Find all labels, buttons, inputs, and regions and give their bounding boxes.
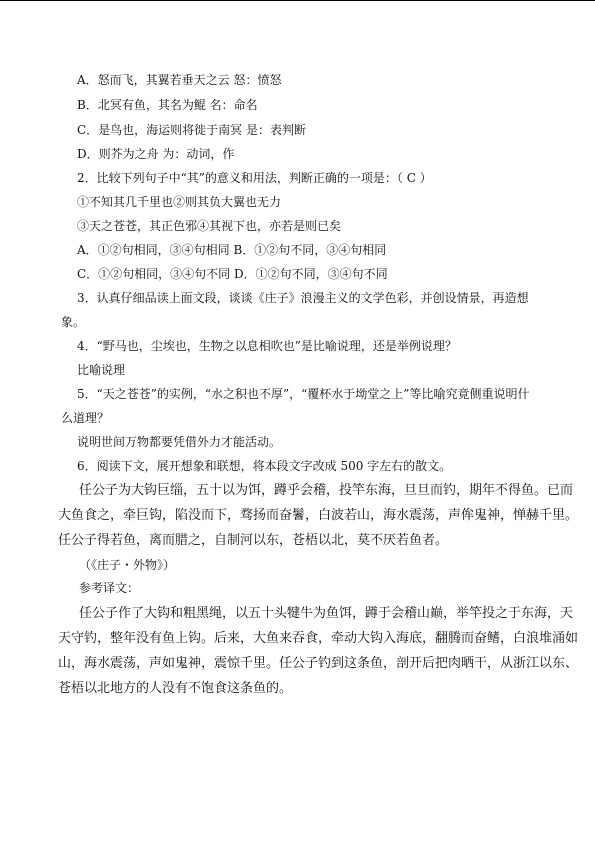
option-c-line: C．是鸟也，海运则将徙于南冥 是：表判断: [77, 123, 306, 137]
translation-line-1: 任公子作了大钩和粗黑绳，以五十头犍牛为鱼饵，蹲于会稽山巅，举竿投之于东海，天: [79, 606, 574, 621]
sentence-pair-1: ①不知其几千里也②则其负大翼也无力: [77, 195, 282, 209]
question-5-continuation: 么道理？: [61, 411, 110, 425]
reference-translation-label: 参考译文：: [79, 581, 140, 595]
translation-line-3: 山，海水震荡，声如鬼神，震惊千里。任公子钓到这条鱼，剖开后把肉晒干，从浙江以东、: [58, 656, 579, 671]
source-text-line-2: 大鱼食之，牵巨钩，陷没而下，骛扬而奋鬐，白波若山，海水震荡，声侔鬼神，惮赫千里。: [58, 508, 579, 523]
sentence-pair-2: ③天之苍苍，其正色邪④其视下也，亦若是则已矣: [77, 219, 342, 233]
question-4-line: 4．“野马也，尘埃也，生物之以息相吹也”是比喻说理，还是举例说理？: [77, 339, 457, 353]
source-text-line-1: 任公子为大钩巨缁，五十以为饵，蹲乎会稽，投竿东海，旦旦而钓，期年不得鱼。已而: [79, 483, 574, 498]
question-2-line: 2．比较下列句子中“其”的意义和用法，判断正确的一项是：（ C ）: [77, 171, 432, 185]
question-5-line: 5．“天之苍苍”的实例，“水之积也不厚”，“覆杯水于坳堂之上”等比喻究竟侧重说明什: [77, 387, 530, 401]
question-3-line: 3．认真仔细品读上面文段，谈谈《庄子》浪漫主义的文学色彩，并创设情景，再造想: [77, 291, 529, 305]
q2-option-ab-line: A．①②句相同，③④句相同 B．①②句不同，③④句相同: [77, 243, 387, 257]
question-6-line: 6．阅读下文，展开想象和联想，将本段文字改成 500 字左右的散文。: [77, 459, 452, 473]
source-text-line-3: 任公子得若鱼，离而腊之，自制河以东，苍梧以北，莫不厌若鱼者。: [58, 533, 449, 548]
question-3-continuation: 象。: [61, 315, 86, 329]
option-a-line: A．怒而飞，其翼若垂天之云 怒：愤怒: [77, 73, 282, 87]
source-attribution: （《庄子・外物》）: [79, 558, 176, 572]
question-4-answer: 比喻说理: [77, 363, 126, 377]
q2-option-cd-line: C．①②句相同，③④句不同 D．①②句不同，③④句不同: [77, 267, 388, 281]
option-b-line: B．北冥有鱼，其名为鲲 名：命名: [77, 98, 258, 112]
translation-line-2: 天守钓，整年没有鱼上钩。后来，大鱼来吞食，牵动大钩入海底，翻腾而奋鳍，白浪堆涌如: [58, 631, 579, 646]
question-5-answer: 说明世间万物都要凭借外力才能活动。: [77, 435, 282, 449]
translation-line-4: 苍梧以北地方的人没有不饱食这条鱼的。: [58, 681, 293, 696]
option-d-line: D．则芥为之舟 为：动词，作: [77, 147, 235, 161]
